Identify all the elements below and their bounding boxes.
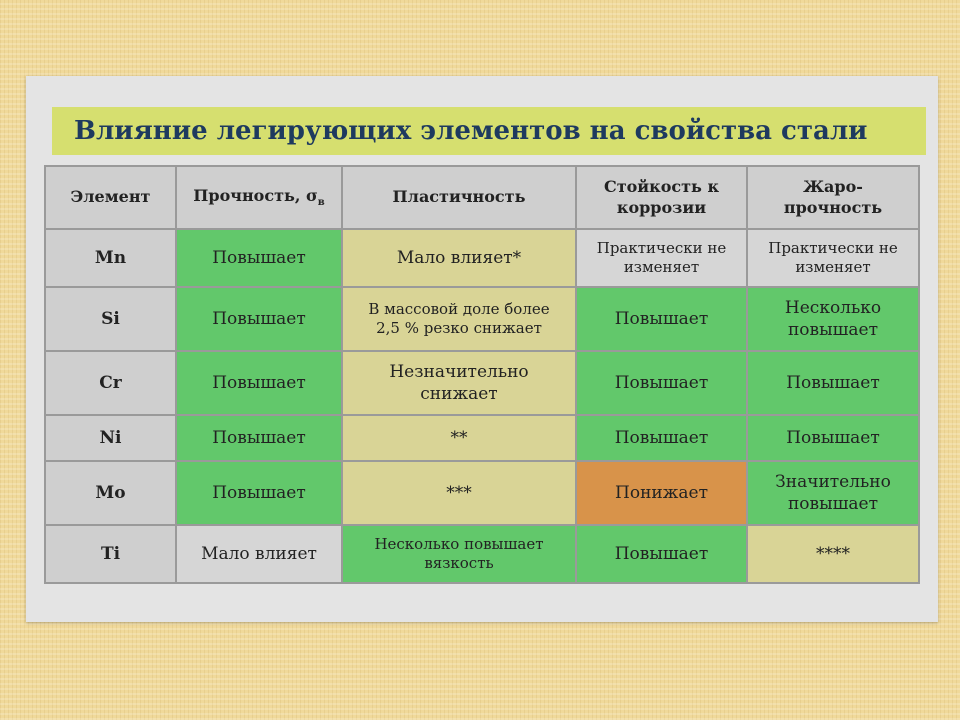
element-cell: Mo (45, 461, 176, 525)
strength-cell: Мало влияет (176, 525, 342, 583)
page-title: Влияние легирующих элементов на свойства стали (74, 116, 868, 146)
corrosion-cell: Понижает (576, 461, 747, 525)
strength-cell: Повышает (176, 229, 342, 287)
heat-cell (747, 461, 919, 525)
header-element: Элемент (45, 166, 176, 229)
plasticity-line-1: Незначительно (389, 361, 529, 382)
header-corrosion (576, 166, 747, 229)
heat-line-1: Практически не (768, 238, 898, 257)
plasticity-line-1: Несколько повышает (374, 534, 544, 553)
corrosion-line-2: изменяет (623, 258, 700, 276)
plasticity-line-2: вязкость (424, 554, 494, 572)
title-band (52, 107, 926, 155)
header-heat-line-1: Жаро- (803, 176, 863, 196)
heat-cell: Повышает (747, 351, 919, 415)
table-row (45, 351, 919, 415)
plasticity-cell (342, 287, 576, 351)
corrosion-cell: Повышает (576, 525, 747, 583)
element-cell: Mn (45, 229, 176, 287)
header-corrosion-line-2: коррозии (616, 197, 707, 217)
heat-line-2: повышает (787, 494, 879, 514)
heat-line-2: изменяет (795, 258, 871, 276)
corrosion-line-1: Практически не (596, 238, 727, 257)
heat-cell (747, 287, 919, 351)
table-row (45, 525, 919, 583)
plasticity-cell: Мало влияет* (342, 229, 576, 287)
alloying-effects-table (44, 165, 920, 584)
element-cell: Ti (45, 525, 176, 583)
heat-line-1: Несколько (784, 297, 882, 318)
table-header-row (45, 166, 919, 229)
heat-cell: Повышает (747, 415, 919, 461)
corrosion-cell (576, 229, 747, 287)
header-strength-label: Прочность, σ (193, 186, 318, 205)
strength-cell: Повышает (176, 287, 342, 351)
table-row (45, 461, 919, 525)
header-heat-line-2: прочность (783, 197, 883, 217)
plasticity-line-2: 2,5 % резко снижает (376, 319, 542, 337)
table-row (45, 287, 919, 351)
header-strength-subscript: в (317, 197, 325, 208)
plasticity-line-1: В массовой доле более (368, 299, 550, 318)
plasticity-cell (342, 351, 576, 415)
header-strength (176, 166, 342, 229)
heat-cell (747, 229, 919, 287)
element-cell: Cr (45, 351, 176, 415)
plasticity-cell: *** (342, 461, 576, 525)
element-cell: Ni (45, 415, 176, 461)
plasticity-cell (342, 525, 576, 583)
corrosion-cell: Повышает (576, 351, 747, 415)
header-heat (747, 166, 919, 229)
heat-line-2: повышает (787, 320, 879, 340)
strength-cell: Повышает (176, 351, 342, 415)
plasticity-cell: ** (342, 415, 576, 461)
strength-cell: Повышает (176, 415, 342, 461)
table-row (45, 415, 919, 461)
table-row (45, 229, 919, 287)
strength-cell: Повышает (176, 461, 342, 525)
corrosion-cell: Повышает (576, 287, 747, 351)
header-corrosion-line-1: Стойкость к (603, 176, 720, 196)
corrosion-cell: Повышает (576, 415, 747, 461)
heat-line-1: Значительно (775, 471, 891, 492)
element-cell: Si (45, 287, 176, 351)
heat-cell: **** (747, 525, 919, 583)
header-plasticity: Пластичность (342, 166, 576, 229)
plasticity-line-2: снижает (420, 384, 498, 404)
